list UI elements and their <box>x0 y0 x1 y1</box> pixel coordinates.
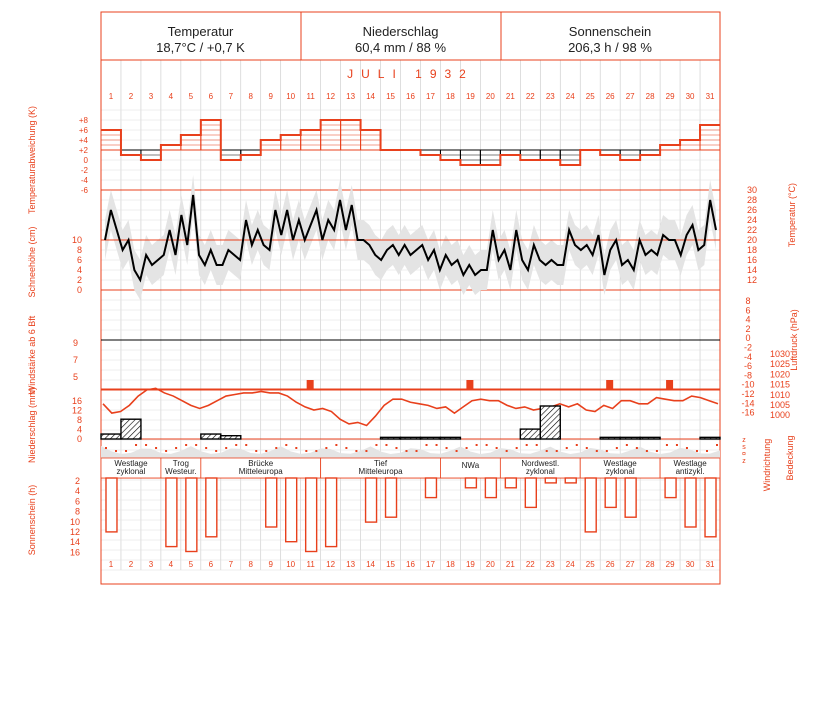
day-label-top: 21 <box>505 92 515 101</box>
wind-direction-dot <box>626 444 628 446</box>
sunshine-bar <box>625 478 636 517</box>
wind-direction-dot <box>385 444 387 446</box>
precip-bar <box>121 419 141 439</box>
day-label-bottom: 26 <box>605 560 615 569</box>
sunshine-bar <box>266 478 277 527</box>
anomaly-tick: +6 <box>78 126 88 135</box>
anomaly-bar <box>460 150 480 165</box>
wind-direction-dot <box>365 450 367 452</box>
temperature-tick: 20 <box>746 235 758 245</box>
sunshine-bar <box>545 478 556 483</box>
day-label-bottom: 3 <box>148 560 154 569</box>
day-label-bottom: 23 <box>545 560 555 569</box>
temperature-tick: 24 <box>746 215 758 225</box>
wind-direction-dot <box>195 444 197 446</box>
wind-direction-dot <box>405 450 407 452</box>
wind-direction-dot <box>105 447 107 449</box>
circulation-label: Tief <box>374 459 388 468</box>
day-label-top: 27 <box>625 92 635 101</box>
sunshine-bar <box>166 478 177 547</box>
day-label-top: 15 <box>386 92 395 101</box>
pressure-scale-tick: -16 <box>741 407 755 418</box>
precip-bar <box>600 437 620 439</box>
day-label-top: 26 <box>605 92 615 101</box>
precip-bar <box>101 434 121 439</box>
precip-bar <box>440 437 460 439</box>
wind-direction-dot <box>205 447 207 449</box>
pressure-scale-tick: -12 <box>741 389 755 399</box>
wind-direction-dot <box>566 447 568 449</box>
anomaly-bar <box>281 135 301 150</box>
wind-direction-dot <box>496 447 498 449</box>
wind-direction-dot <box>265 450 267 452</box>
day-label-bottom: 14 <box>366 560 376 569</box>
sunshine-bar <box>366 478 377 522</box>
wind-direction-dot <box>586 447 588 449</box>
storm-marker <box>666 380 673 389</box>
wind-direction-dot <box>305 450 307 452</box>
day-label-top: 23 <box>545 92 555 101</box>
month-title: JULI 1932 <box>347 67 474 81</box>
wind-direction-dot <box>686 447 688 449</box>
temperature-tick: 28 <box>746 195 758 205</box>
wind-direction-dot <box>596 450 598 452</box>
wind-direction-dot <box>315 450 317 452</box>
temperature-tick: 22 <box>746 225 758 235</box>
snow-tick: 0 <box>76 285 82 295</box>
precip-bar <box>540 406 560 439</box>
wind-direction-dot <box>636 447 638 449</box>
wind-direction-dot <box>476 444 478 446</box>
day-label-top: 17 <box>426 92 435 101</box>
day-label-top: 12 <box>326 92 336 101</box>
wind-direction-dot <box>706 450 708 452</box>
wind-direction-dot <box>155 447 157 449</box>
day-label-top: 18 <box>445 92 455 101</box>
pressure-scale-tick: -4 <box>743 351 753 362</box>
wind-direction-dot <box>466 447 468 449</box>
sunshine-bar <box>106 478 117 532</box>
anomaly-tick: -4 <box>80 176 88 185</box>
pressure-scale-tick: -6 <box>743 361 753 372</box>
sunshine-bar <box>665 478 676 498</box>
day-label-top: 3 <box>148 92 154 101</box>
anomaly-tick: -6 <box>80 186 88 195</box>
day-label-bottom: 17 <box>426 560 435 569</box>
precip-bar <box>700 437 720 439</box>
sunshine-bar <box>705 478 716 537</box>
wind-direction-dot <box>546 450 548 452</box>
circulation-label: Westlage <box>114 459 148 468</box>
precip-tick: 12 <box>71 405 82 416</box>
temperature-title: Temperatur <box>167 24 234 39</box>
pressure-ylabel: Luftdruck (hPa) <box>789 309 799 371</box>
sunshine-bar <box>386 478 397 517</box>
pressure-scale-tick: -8 <box>743 370 753 381</box>
wind-direction-dot <box>556 450 558 452</box>
snow-tick: 2 <box>76 275 82 285</box>
day-label-bottom: 5 <box>188 560 194 569</box>
temperature-value: 18,7°C / +0,7 K <box>156 40 245 55</box>
wind-tick: 5 <box>72 372 78 382</box>
day-label-bottom: 2 <box>128 560 134 569</box>
wind-ylabel: Windstärke ab 6 Bft <box>27 315 37 395</box>
anomaly-tick: 0 <box>83 156 88 165</box>
day-label-bottom: 15 <box>386 560 395 569</box>
wind-direction-dot <box>446 447 448 449</box>
sunshine-tick: 4 <box>74 486 80 497</box>
circulation-label: Westlage <box>673 459 707 468</box>
wind-direction-dot <box>185 444 187 446</box>
sunshine-bar <box>585 478 596 532</box>
temperature-tick: 16 <box>746 255 758 265</box>
pressure-tick: 1015 <box>769 379 791 390</box>
wind-direction-dot <box>616 447 618 449</box>
circulation-label: Westeur. <box>165 467 197 476</box>
precip-tick: 0 <box>76 434 82 444</box>
anomaly-bar <box>560 150 580 165</box>
sunshine-tick: 16 <box>69 547 80 558</box>
circulation-label: antizykl. <box>675 467 705 476</box>
storm-marker <box>606 380 613 389</box>
sunshine-tick: 8 <box>74 506 80 517</box>
sunshine-tick: 2 <box>74 476 80 486</box>
temperature-tick: 14 <box>746 265 758 275</box>
day-label-bottom: 16 <box>406 560 415 569</box>
anomaly-tick: -2 <box>80 166 88 175</box>
circulation-label: Mitteleuropa <box>358 467 403 476</box>
day-label-top: 13 <box>346 92 356 101</box>
day-label-top: 22 <box>525 92 535 101</box>
circulation-label: Brücke <box>248 459 274 468</box>
sunshine-bar <box>306 478 317 552</box>
pressure-tick: 1020 <box>769 369 791 380</box>
circulation-label: zyklonal <box>605 467 635 476</box>
sunshine-bar <box>326 478 337 547</box>
temperature-ylabel: Temperatur (°C) <box>787 182 797 248</box>
anomaly-bar <box>480 150 500 165</box>
sunshine-bar <box>286 478 297 542</box>
day-label-bottom: 21 <box>505 560 515 569</box>
sunshine-bar <box>525 478 536 507</box>
cloud-cover-label: Bedeckung <box>785 435 795 481</box>
wind-tick: 7 <box>72 355 78 365</box>
sunshine-bar <box>186 478 197 552</box>
day-label-bottom: 11 <box>306 560 315 569</box>
sunshine-tick: 14 <box>69 537 80 548</box>
circulation-label: Trog <box>172 459 189 468</box>
sunshine-tick: 10 <box>69 516 80 527</box>
wind-tick: 9 <box>72 338 78 348</box>
wind-direction-dot <box>225 447 227 449</box>
pressure-scale-tick: 4 <box>745 314 751 325</box>
wind-direction-dot <box>335 444 337 446</box>
sunshine-tick: 12 <box>69 527 80 537</box>
precip-title: Niederschlag <box>362 24 439 39</box>
day-label-bottom: 27 <box>625 560 635 569</box>
wind-direction-dot <box>456 450 458 452</box>
pressure-scale-tick: 0 <box>745 333 751 344</box>
pressure-tick: 1030 <box>769 349 791 359</box>
wind-direction-dot <box>235 444 237 446</box>
wind-direction-dot <box>145 444 147 446</box>
day-label-top: 16 <box>406 92 415 101</box>
anomaly-outline <box>101 120 720 165</box>
day-label-bottom: 10 <box>286 560 296 569</box>
day-label-bottom: 9 <box>268 560 273 569</box>
sunshine-bar <box>485 478 496 498</box>
snow-tick: 4 <box>76 265 82 275</box>
precip-value: 60,4 mm / 88 % <box>354 40 447 55</box>
wind-direction-dot <box>436 444 438 446</box>
precip-bar <box>221 436 241 439</box>
precip-bar <box>620 437 640 439</box>
circulation-label: Nordwestl. <box>521 459 560 468</box>
wind-direction-label: Windrichtung <box>762 438 772 492</box>
snow-ylabel: Schneehöhe (cm) <box>27 226 37 298</box>
day-label-bottom: 31 <box>705 560 715 569</box>
precip-tick: 16 <box>71 396 82 406</box>
day-label-bottom: 8 <box>248 560 253 569</box>
wind-direction-dot <box>716 444 718 446</box>
precip-bar <box>420 437 440 439</box>
wind-direction-dot <box>696 450 698 452</box>
pressure-scale-tick: 8 <box>745 296 751 306</box>
day-label-bottom: 1 <box>108 560 114 569</box>
wind-direction-dot <box>666 444 668 446</box>
circulation-label: Mitteleuropa <box>238 467 283 476</box>
wind-direction-dot <box>506 450 508 452</box>
snow-tick: 10 <box>71 235 82 245</box>
sunshine-tick: 6 <box>74 496 80 507</box>
day-label-top: 28 <box>645 92 655 101</box>
wind-direction-dot <box>606 450 608 452</box>
precip-bar <box>401 437 421 439</box>
wind-direction-dot <box>656 450 658 452</box>
day-label-bottom: 19 <box>465 560 475 569</box>
day-label-top: 5 <box>188 92 194 101</box>
day-label-top: 6 <box>208 92 214 101</box>
pressure-scale-tick: 6 <box>745 305 751 316</box>
day-label-bottom: 13 <box>346 560 356 569</box>
precip-tick: 4 <box>76 424 82 435</box>
precip-bar <box>201 434 221 439</box>
wind-direction-dot <box>295 447 297 449</box>
day-label-bottom: 24 <box>565 560 575 569</box>
wind-direction-dot <box>355 450 357 452</box>
wind-direction-dot <box>125 450 127 452</box>
sun-title: Sonnenschein <box>568 24 652 39</box>
anomaly-bar <box>181 135 201 150</box>
wind-direction-dot <box>115 450 117 452</box>
pressure-scale-tick: -2 <box>743 342 753 353</box>
wind-direction-dot <box>516 447 518 449</box>
precip-bar <box>640 437 660 439</box>
day-label-top: 29 <box>665 92 675 101</box>
day-label-bottom: 30 <box>685 560 695 569</box>
day-label-bottom: 18 <box>445 560 455 569</box>
snow-tick: 6 <box>76 255 82 265</box>
wind-direction-dot <box>175 447 177 449</box>
sunshine-bar <box>206 478 217 537</box>
wind-direction-dot <box>285 444 287 446</box>
day-label-top: 10 <box>286 92 296 101</box>
day-label-top: 24 <box>565 92 575 101</box>
day-label-bottom: 12 <box>326 560 336 569</box>
sunshine-bar <box>685 478 696 527</box>
wind-marker-legend: z <box>742 437 746 444</box>
pressure-tick: 1000 <box>769 410 791 421</box>
day-label-bottom: 29 <box>665 560 675 569</box>
wind-direction-dot <box>275 447 277 449</box>
day-label-top: 19 <box>465 92 475 101</box>
day-label-top: 4 <box>168 92 174 101</box>
wind-marker-legend: ¤ <box>742 451 746 458</box>
circulation-label: NWa <box>461 461 480 470</box>
sunshine-bar <box>565 478 576 483</box>
precip-bar <box>520 429 540 439</box>
day-label-top: 30 <box>685 92 695 101</box>
pressure-scale-tick: 2 <box>745 323 751 334</box>
wind-direction-dot <box>646 450 648 452</box>
day-label-top: 31 <box>705 92 715 101</box>
day-label-bottom: 4 <box>168 560 174 569</box>
pressure-scale-tick: -10 <box>741 379 755 390</box>
sunshine-bar <box>505 478 516 488</box>
sun-value: 206,3 h / 98 % <box>568 40 652 55</box>
cloud-cover-area <box>101 446 720 458</box>
wind-direction-dot <box>486 444 488 446</box>
day-label-top: 20 <box>485 92 495 101</box>
sunshine-ylabel: Sonnenschein (h) <box>27 484 37 556</box>
day-label-top: 1 <box>108 92 114 101</box>
precip-tick: 8 <box>76 415 82 425</box>
wind-direction-dot <box>426 444 428 446</box>
circulation-label: Westlage <box>603 459 637 468</box>
temperature-tick: 18 <box>746 245 758 255</box>
wind-direction-dot <box>345 447 347 449</box>
day-label-top: 9 <box>268 92 273 101</box>
precip-bar <box>381 437 401 439</box>
temperature-tick: 26 <box>746 205 758 215</box>
day-label-top: 25 <box>585 92 595 101</box>
day-label-bottom: 20 <box>485 560 495 569</box>
anomaly-bar <box>700 125 720 150</box>
pressure-tick: 1025 <box>769 359 791 370</box>
temperature-tick: 12 <box>746 275 758 285</box>
sunshine-bar <box>425 478 436 498</box>
wind-direction-dot <box>245 444 247 446</box>
day-label-bottom: 22 <box>525 560 535 569</box>
wind-direction-dot <box>526 444 528 446</box>
wind-direction-dot <box>255 450 257 452</box>
day-label-top: 14 <box>366 92 376 101</box>
day-label-top: 7 <box>228 92 234 101</box>
precip-ylabel: Niederschlag (mm) <box>27 386 37 464</box>
temperature-tick: 30 <box>746 185 758 195</box>
storm-marker <box>466 380 473 389</box>
day-label-top: 8 <box>248 92 253 101</box>
wind-direction-dot <box>536 444 538 446</box>
day-label-bottom: 7 <box>228 560 234 569</box>
wind-direction-dot <box>325 447 327 449</box>
wind-direction-dot <box>165 450 167 452</box>
sunshine-bar <box>605 478 616 507</box>
anomaly-tick: +4 <box>78 136 88 145</box>
anomaly-ylabel: Temperaturabweichung (K) <box>27 105 37 215</box>
wind-direction-dot <box>416 450 418 452</box>
snow-tick: 8 <box>76 245 82 255</box>
day-label-top: 2 <box>128 92 134 101</box>
sunshine-bar <box>465 478 476 488</box>
day-label-bottom: 25 <box>585 560 595 569</box>
day-label-bottom: 28 <box>645 560 655 569</box>
anomaly-tick: +8 <box>78 116 88 125</box>
pressure-scale-tick: -14 <box>741 398 755 409</box>
pressure-tick: 1010 <box>769 389 791 400</box>
anomaly-tick: +2 <box>78 146 88 155</box>
wind-direction-dot <box>135 444 137 446</box>
circulation-label: zyklonal <box>116 467 146 476</box>
wind-direction-dot <box>676 444 678 446</box>
day-label-top: 11 <box>306 92 315 101</box>
storm-marker <box>307 380 314 389</box>
wind-direction-dot <box>375 444 377 446</box>
wind-direction-dot <box>215 450 217 452</box>
pressure-tick: 1005 <box>769 400 791 410</box>
wind-direction-dot <box>576 444 578 446</box>
circulation-label: zyklonal <box>525 467 555 476</box>
day-label-bottom: 6 <box>208 560 214 569</box>
wind-marker-legend: s <box>742 444 746 451</box>
wind-direction-dot <box>395 447 397 449</box>
wind-marker-legend: z <box>742 458 746 465</box>
